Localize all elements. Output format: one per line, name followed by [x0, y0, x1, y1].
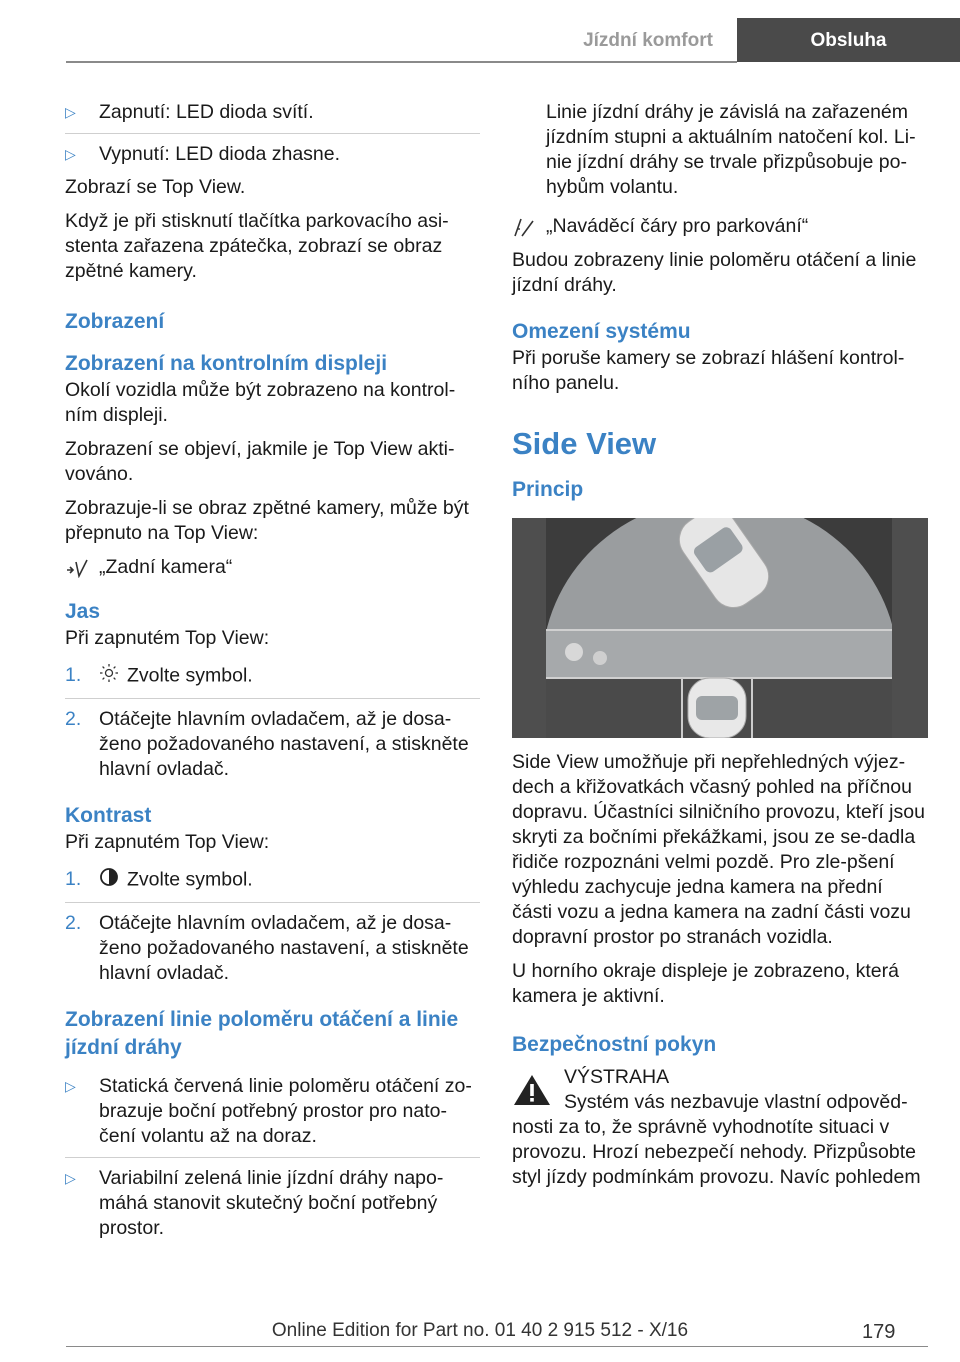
subsection-heading: Kontrast	[65, 804, 152, 827]
footer-edition: Online Edition for Part no. 01 40 2 915 512 - X/16	[271, 1320, 689, 1341]
paragraph: Linie jízdní dráhy je závislá na zařazeném jízdním stupni a aktuálním natočení kol. Li-nie jízdní dráhy se trvale přizpůsobuje po-hybům volantu.	[546, 101, 916, 198]
divider	[65, 133, 480, 134]
rear-camera-label: „Zadní kamera“	[99, 556, 233, 578]
contrast-icon	[99, 867, 119, 894]
divider	[65, 902, 480, 903]
triangle-bullet-icon: ▷	[65, 104, 76, 120]
section-heading: Side View	[512, 426, 657, 461]
warning-triangle-icon	[512, 1073, 552, 1114]
divider	[65, 698, 480, 699]
paragraph: Zobrazení se objeví, jakmile je Top View akti-vováno.	[65, 438, 455, 485]
paragraph: Při zapnutém Top View:	[65, 831, 270, 853]
triangle-bullet-icon: ▷	[65, 1170, 76, 1186]
triangle-bullet-icon: ▷	[65, 146, 76, 162]
header-section-label: Jízdní komfort	[583, 30, 713, 51]
header-chapter-tab: Obsluha	[737, 18, 960, 62]
list-item	[65, 100, 480, 125]
parking-guide-line	[512, 214, 927, 239]
section-heading: Zobrazení	[65, 310, 165, 333]
step-text: Zvolte symbol.	[127, 664, 253, 687]
page-header	[0, 0, 960, 62]
step-text: Zvolte symbol.	[127, 868, 253, 891]
subsection-heading: Bezpečnostní pokyn	[512, 1033, 717, 1056]
bullet-text: Variabilní zelená linie jízdní dráhy napo-máhá stanovit skutečný boční potřebný prostor.	[99, 1167, 444, 1239]
rear-camera-icon	[65, 558, 89, 585]
right-column	[512, 100, 927, 1190]
paragraph: Side View umožňuje při nepřehledných výjez-dech a křižovatkách včasný pohled na příčnou dopravu. Účastníci silničního provozu, kteří jsou skryti za bočními překážkami, jsou ze se-dadla řidiče rozpoznáni velmi pozdě. Pro zle-pšení výhledu zachycuje jedna kamera na přední části vozu a jedna kamera na zadní části vozu dopravní prostor po stranách vozidla.	[512, 751, 925, 948]
divider	[65, 1157, 480, 1158]
warning-body: Systém vás nezbavuje vlastní odpověd-nosti za to, že správně vyhodnotíte situaci v provozu. Hrozí nebezpečí nehody. Přizpůsobte styl jízdy podmínkám provozu. Navíc pohledem	[512, 1091, 921, 1188]
step-text: Otáčejte hlavním ovladačem, až je dosa-ženo požadovaného nastavení, a stiskněte hlavní ovladač.	[99, 708, 469, 780]
subsection-heading: Jas	[65, 600, 101, 623]
step-text: Otáčejte hlavním ovladačem, až je dosa-ženo požadovaného nastavení, a stiskněte hlavní ovladač.	[99, 912, 469, 984]
parking-guide-label: „Naváděcí čáry pro parkování“	[546, 215, 809, 237]
triangle-bullet-icon: ▷	[65, 1078, 76, 1094]
paragraph: U horního okraje displeje je zobrazeno, která kamera je aktivní.	[512, 960, 899, 1007]
list-item	[65, 663, 480, 690]
footer-rule	[66, 1346, 928, 1347]
list-item	[65, 142, 480, 167]
paragraph: Zobrazí se Top View.	[65, 176, 246, 198]
subsection-heading: Zobrazení na kontrolním displeji	[65, 352, 388, 375]
paragraph: Zobrazuje-li se obraz zpětné kamery, může být přepnuto na Top View:	[65, 497, 469, 544]
side-view-illustration	[512, 518, 928, 738]
subsection-heading: Zobrazení linie poloměru otáčení a linie jízdní dráhy	[65, 1008, 459, 1059]
warning-block	[512, 1065, 927, 1090]
warning-title: VÝSTRAHA	[564, 1066, 670, 1088]
step-number: 2.	[65, 708, 82, 730]
list-item	[65, 1074, 480, 1149]
bullet-text: Zapnutí: LED dioda svítí.	[99, 101, 314, 123]
subsection-heading: Omezení systému	[512, 320, 691, 343]
paragraph: Okolí vozidla může být zobrazeno na kontrol-ním displeji.	[65, 379, 456, 426]
parking-guide-lines-icon	[512, 217, 536, 244]
list-item	[65, 707, 480, 782]
paragraph: Budou zobrazeny linie poloměru otáčení a linie jízdní dráhy.	[512, 249, 917, 296]
list-item	[65, 1166, 480, 1241]
paragraph: Když je při stisknutí tlačítka parkovacího asi-stenta zařazena zpátečka, zobrazí se obraz zpětné kamery.	[65, 210, 449, 282]
step-number: 2.	[65, 912, 82, 934]
brightness-icon	[99, 663, 119, 690]
bullet-text: Vypnutí: LED dioda zhasne.	[99, 143, 341, 165]
subsection-heading: Princip	[512, 478, 584, 501]
bullet-text: Statická červená linie poloměru otáčení zo-brazuje boční potřebný prostor pro nato-čení volantu až na doraz.	[99, 1075, 472, 1147]
warning-text	[512, 1090, 927, 1190]
paragraph: Při poruše kamery se zobrazí hlášení kontrol-ního panelu.	[512, 347, 905, 394]
list-item	[65, 867, 480, 894]
list-item	[65, 911, 480, 986]
rear-camera-line	[65, 555, 480, 580]
paragraph: Při zapnutém Top View:	[65, 627, 270, 649]
left-column	[65, 100, 480, 1249]
step-number: 1.	[65, 868, 82, 890]
step-number: 1.	[65, 664, 82, 686]
header-rule	[66, 61, 737, 63]
page-number: 179	[862, 1321, 896, 1343]
